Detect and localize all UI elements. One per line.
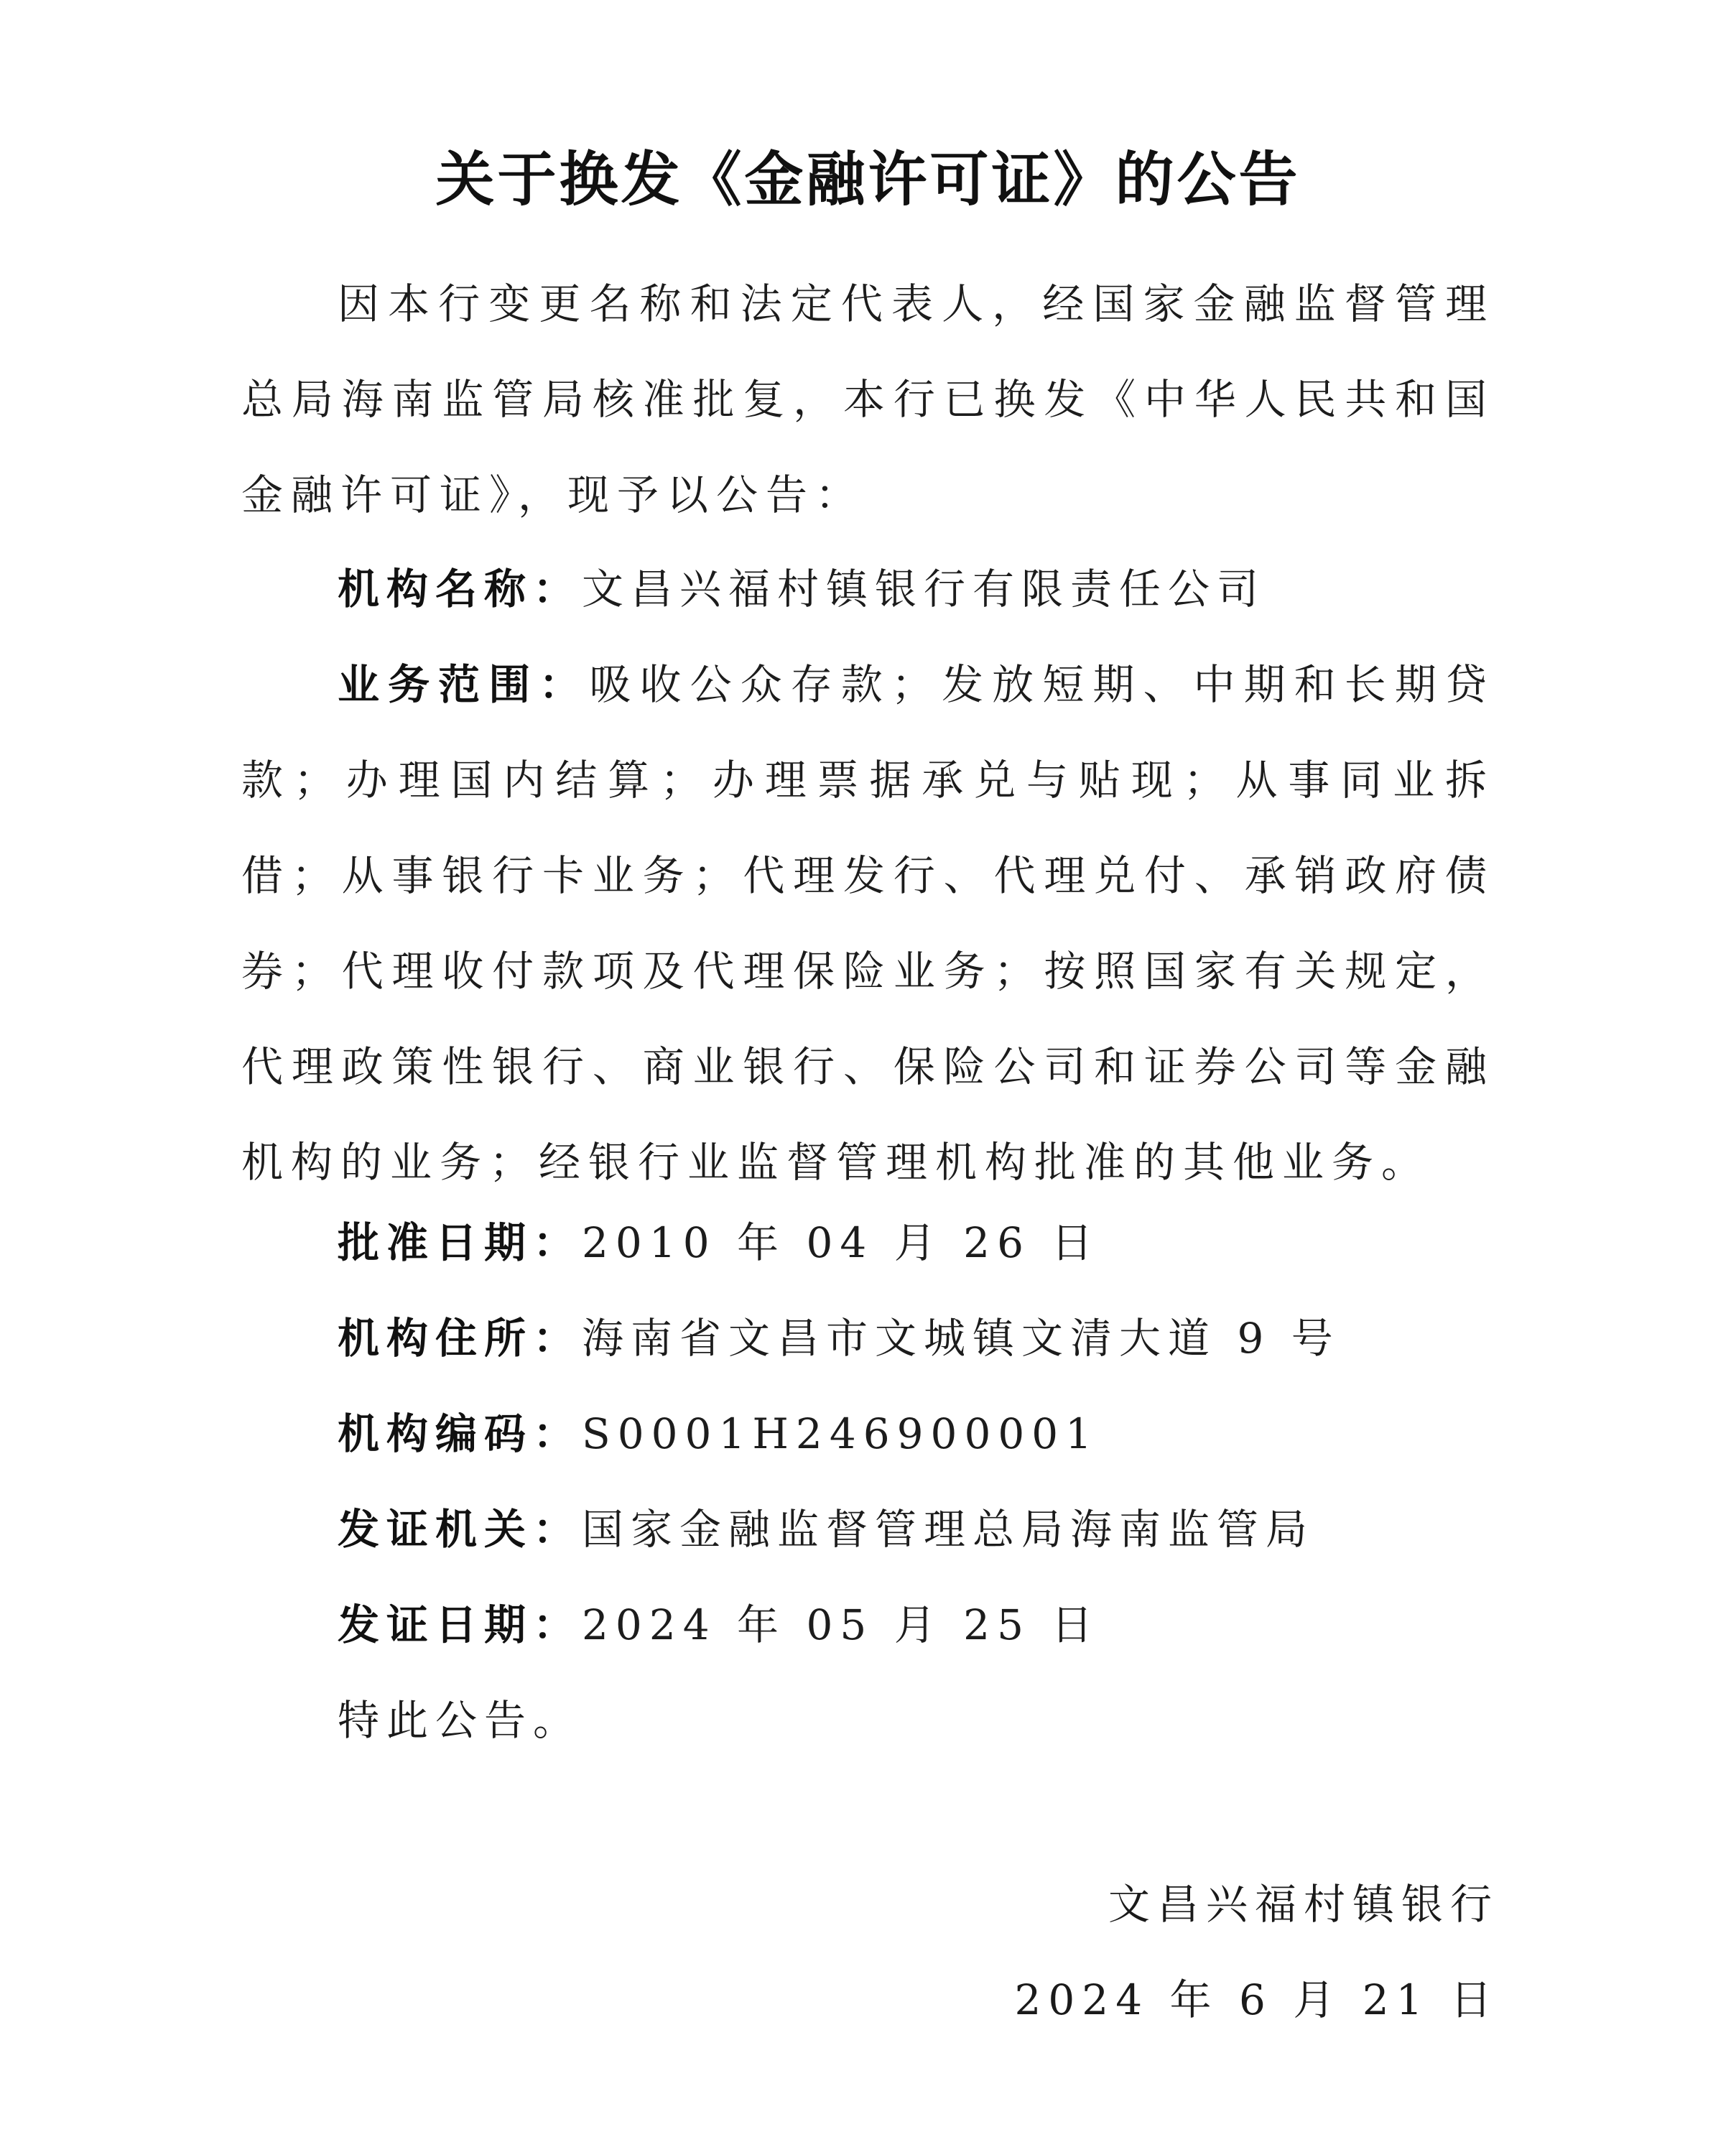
- business-scope-label: 业务范围：: [338, 660, 590, 709]
- issuing-authority-value: 国家金融监督管理总局海南监管局: [582, 1505, 1315, 1554]
- issue-date-row: [338, 1577, 1495, 1673]
- address-label: 机构住所：: [338, 1314, 582, 1363]
- issue-date-label: 发证日期：: [338, 1600, 582, 1649]
- institution-name-value: 文昌兴福村镇银行有限责任公司: [582, 565, 1266, 613]
- signature-organization: 文昌兴福村镇银行: [1108, 1880, 1499, 1929]
- approval-date-value: 2010 年 04 月 26 日: [582, 1218, 1100, 1267]
- institution-name-label: 机构名称：: [338, 565, 582, 613]
- issuing-authority-label: 发证机关：: [338, 1505, 582, 1554]
- business-scope-value: 吸收公众存款；发放短期、中期和长期贷款；办理国内结算；办理票据承兑与贴现；从事同业拆借；从事银行卡业务；代理发行、代理兑付、承销政府债券；代理收付款项及代理保险业务；按照国家有关规定，代理政策性银行、商业银行、保险公司和证券公司等金融机构的业务；经银行业监督管理机构批准的其他业务。: [241, 660, 1495, 1187]
- business-scope-paragraph: [241, 637, 1495, 1210]
- intro-paragraph: 因本行变更名称和法定代表人，经国家金融监督管理总局海南监管局核准批复，本行已换发《中华人民共和国金融许可证》，现予以公告：: [241, 279, 1495, 519]
- institution-name-row: [338, 542, 1495, 637]
- document-title: 关于换发《金融许可证》的公告: [435, 145, 1301, 214]
- signature-date: 2024 年 6 月 21 日: [1014, 1975, 1499, 2024]
- institution-code-label: 机构编码：: [338, 1409, 582, 1458]
- institution-code-row: [338, 1386, 1495, 1482]
- institution-code-value: S0001H246900001: [582, 1409, 1100, 1458]
- address-row: [338, 1291, 1495, 1386]
- issuing-authority-row: [338, 1482, 1495, 1577]
- approval-date-row: [338, 1195, 1495, 1291]
- approval-date-label: 批准日期：: [338, 1218, 582, 1267]
- closing-text: 特此公告。: [338, 1696, 582, 1745]
- issue-date-value: 2024 年 05 月 25 日: [582, 1600, 1100, 1649]
- address-value: 海南省文昌市文城镇文清大道 9 号: [582, 1314, 1340, 1363]
